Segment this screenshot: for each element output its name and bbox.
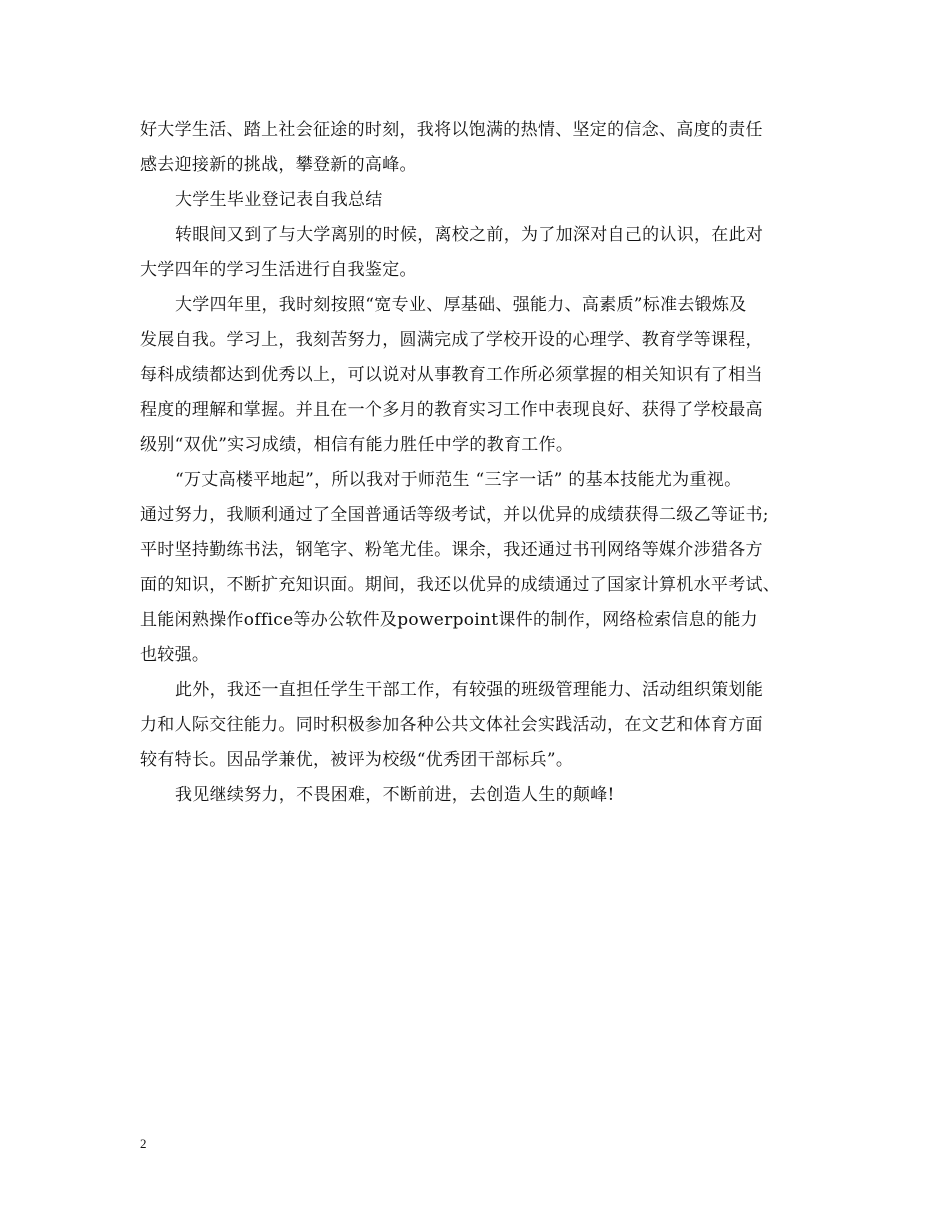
body-text-line: 大学四年的学习生活进行自我鉴定。 [140,260,417,280]
body-text-line: 较有特长。因品学兼优，被评为校级“优秀团干部标兵”。 [140,750,574,770]
body-text-line: 感去迎接新的挑战，攀登新的高峰。 [140,155,417,175]
page-number: 2 [140,1136,147,1151]
body-text-line: 面的知识，不断扩充知识面。期间，我还以优异的成绩通过了国家计算机水平考试、 [140,575,781,595]
body-text-line: 发展自我。学习上，我刻苦努力，圆满完成了学校开设的心理学、教育学等课程， [140,330,763,350]
section-heading: 大学生毕业登记表自我总结 [175,190,383,210]
body-text-line: 大学四年里，我时刻按照“宽专业、厚基础、强能力、高素质”标准去锻炼及 [175,295,747,315]
body-text-line: 此外，我还一直担任学生干部工作，有较强的班级管理能力、活动组织策划能 [175,680,764,700]
body-text-line: 级别“双优”实习成绩，相信有能力胜任中学的教育工作。 [140,435,574,455]
body-text-line: 程度的理解和掌握。并且在一个多月的教育实习工作中表现良好、获得了学校最高 [140,400,763,420]
body-text-line: 我见继续努力，不畏困难，不断前进，去创造人生的颠峰! [175,785,615,805]
body-text-line: 平时坚持勤练书法，钢笔字、粉笔尤佳。课余，我还通过书刊网络等媒介涉猎各方 [140,540,763,560]
body-text-line: 每科成绩都达到优秀以上，可以说对从事教育工作所必须掌握的相关知识有了相当 [140,365,763,385]
body-text-line: 力和人际交往能力。同时积极参加各种公共文体社会实践活动，在文艺和体育方面 [140,715,763,735]
body-text-line: 转眼间又到了与大学离别的时候，离校之前，为了加深对自己的认识，在此对 [175,225,764,245]
body-text-line: “万丈高楼平地起”，所以我对于师范生 “三字一话” 的基本技能尤为重视。 [175,470,742,490]
body-text-line: 通过努力，我顺利通过了全国普通话等级考试，并以优异的成绩获得二级乙等证书; [140,505,769,525]
body-text-line: 且能闲熟操作office等办公软件及powerpoint课件的制作，网络检索信息的能力 [140,610,758,630]
body-text-line: 好大学生活、踏上社会征途的时刻，我将以饱满的热情、坚定的信念、高度的责任 [140,120,763,140]
body-text-line: 也较强。 [140,645,210,665]
